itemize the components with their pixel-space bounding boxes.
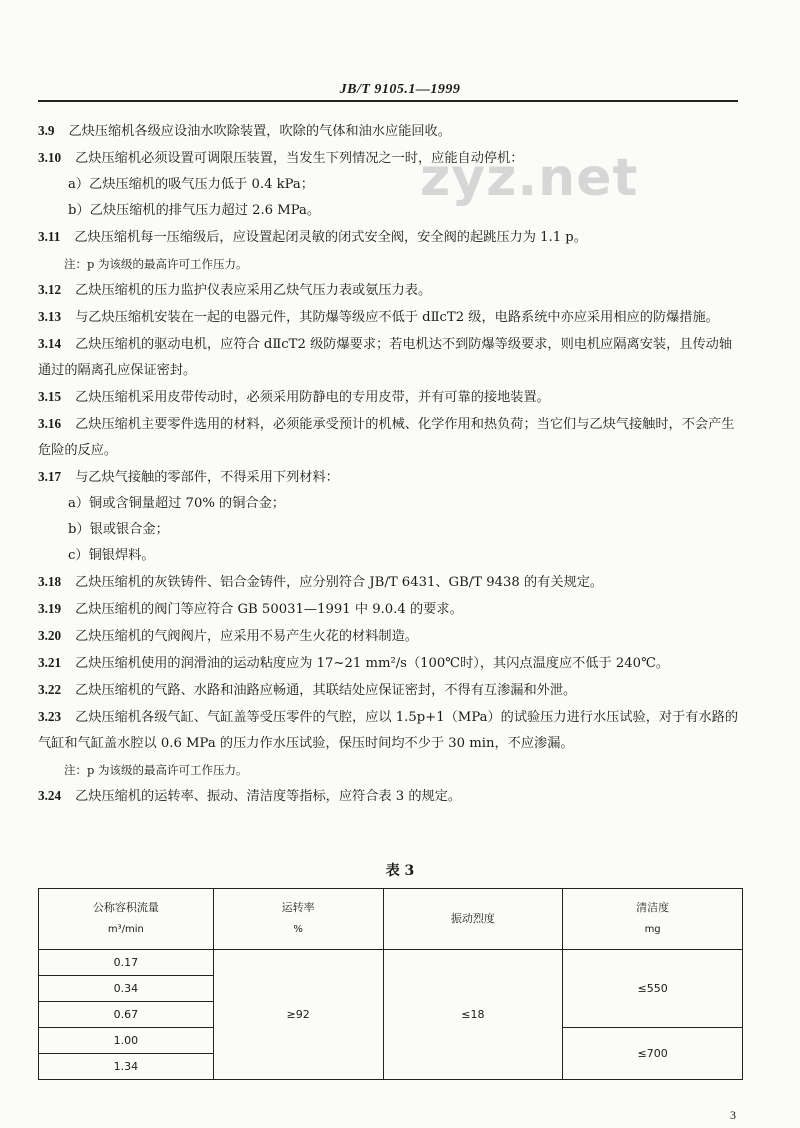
table-row bbox=[39, 950, 743, 976]
clause-3-17: 3.17 与乙炔气接触的零部件，不得采用下列材料： bbox=[38, 469, 339, 485]
run-rate-cell: ≥92 bbox=[213, 950, 383, 1080]
header-flow: 公称容积流量 m³/min bbox=[39, 889, 214, 950]
page-number: 3 bbox=[730, 1108, 736, 1122]
clause-3-13: 3.13 与乙炔压缩机安装在一起的电器元件，其防爆等级应不低于 dⅡcT2 级，电路系统中亦应采用相应的防爆措施。 bbox=[38, 309, 719, 325]
cleanliness-cell-2: ≤700 bbox=[563, 1028, 743, 1080]
clause-3-20: 3.20 乙炔压缩机的气阀阀片，应采用不易产生火花的材料制造。 bbox=[38, 628, 418, 644]
flow-cell: 1.00 bbox=[39, 1028, 214, 1054]
clause-3-17-c: c）铜银焊料。 bbox=[68, 548, 155, 563]
header-rule bbox=[38, 100, 738, 102]
clause-list bbox=[38, 118, 743, 810]
note-3-23: 注：p 为该级的最高许可工作压力。 bbox=[64, 763, 248, 777]
document-header-code: JB/T 9105.1—1999 bbox=[339, 82, 461, 97]
clause-3-10: 3.10 乙炔压缩机必须设置可调限压装置，当发生下列情况之一时，应能自动停机： bbox=[38, 150, 524, 166]
clause-3-17-b: b）银或银合金； bbox=[68, 522, 169, 537]
clause-3-14: 3.14 乙炔压缩机的驱动电机，应符合 dⅡcT2 级防爆要求；若电机达不到防爆等级要求，则电机应隔离安装，且传动轴通过的隔离孔应保证密封。 bbox=[38, 336, 733, 378]
clause-3-22: 3.22 乙炔压缩机的气路、水路和油路应畅通，其联结处应保证密封，不得有互渗漏和外泄。 bbox=[38, 682, 577, 698]
header-vibration: 振动烈度 bbox=[383, 889, 563, 950]
watermark: zyz.net bbox=[420, 148, 639, 208]
clause-3-21: 3.21 乙炔压缩机使用的润滑油的运动粘度应为 17~21 mm²/s（100℃时），其闪点温度应不低于 240℃。 bbox=[38, 655, 670, 671]
clause-3-16: 3.16 乙炔压缩机主要零件选用的材料，必须能承受预计的机械、化学作用和热负荷；当它们与乙炔气接触时，不会产生危险的反应。 bbox=[38, 416, 735, 458]
clause-3-11: 3.11 乙炔压缩机每一压缩级后，应设置起闭灵敏的闭式安全阀，安全阀的起跳压力为 1.1 p。 bbox=[38, 229, 587, 245]
clause-3-24: 3.24 乙炔压缩机的运转率、振动、清洁度等指标，应符合表 3 的规定。 bbox=[38, 788, 462, 804]
clause-3-12: 3.12 乙炔压缩机的压力监护仪表应采用乙炔气压力表或氨压力表。 bbox=[38, 282, 432, 298]
clause-3-17-a: a）铜或含铜量超过 70% 的铜合金； bbox=[68, 496, 285, 511]
clause-3-19: 3.19 乙炔压缩机的阀门等应符合 GB 50031—1991 中 9.0.4 的要求。 bbox=[38, 601, 463, 617]
clause-3-23: 3.23 乙炔压缩机各级气缸、气缸盖等受压零件的气腔，应以 1.5p+1（MPa）的试验压力进行水压试验，对于有水路的气缸和气缸盖水腔以 0.6 MPa 的压力作水压试验，保压时间均不少于 30 min，不应渗漏。 bbox=[38, 709, 739, 751]
table-header-row bbox=[39, 889, 743, 950]
header-run-rate: 运转率 % bbox=[213, 889, 383, 950]
clause-3-9: 3.9 乙炔压缩机各级应设油水吹除装置，吹除的气体和油水应能回收。 bbox=[38, 123, 451, 139]
table-3 bbox=[38, 888, 743, 1080]
clause-3-15: 3.15 乙炔压缩机采用皮带传动时，必须采用防静电的专用皮带，并有可靠的接地装置。 bbox=[38, 389, 550, 405]
note-3-11: 注：p 为该级的最高许可工作压力。 bbox=[64, 257, 248, 271]
header-cleanliness: 清洁度 mg bbox=[563, 889, 743, 950]
vibration-cell: ≤18 bbox=[383, 950, 563, 1080]
clause-3-10-b: b）乙炔压缩机的排气压力超过 2.6 MPa。 bbox=[68, 203, 321, 218]
clause-3-10-a: a）乙炔压缩机的吸气压力低于 0.4 kPa； bbox=[68, 177, 314, 192]
flow-cell: 1.34 bbox=[39, 1054, 214, 1080]
table-caption: 表 3 bbox=[385, 863, 415, 879]
flow-cell: 0.17 bbox=[39, 950, 214, 976]
flow-cell: 0.34 bbox=[39, 976, 214, 1002]
cleanliness-cell-1: ≤550 bbox=[563, 950, 743, 1028]
clause-3-18: 3.18 乙炔压缩机的灰铁铸件、铝合金铸件，应分别符合 JB/T 6431、GB/T 9438 的有关规定。 bbox=[38, 574, 604, 590]
flow-cell: 0.67 bbox=[39, 1002, 214, 1028]
